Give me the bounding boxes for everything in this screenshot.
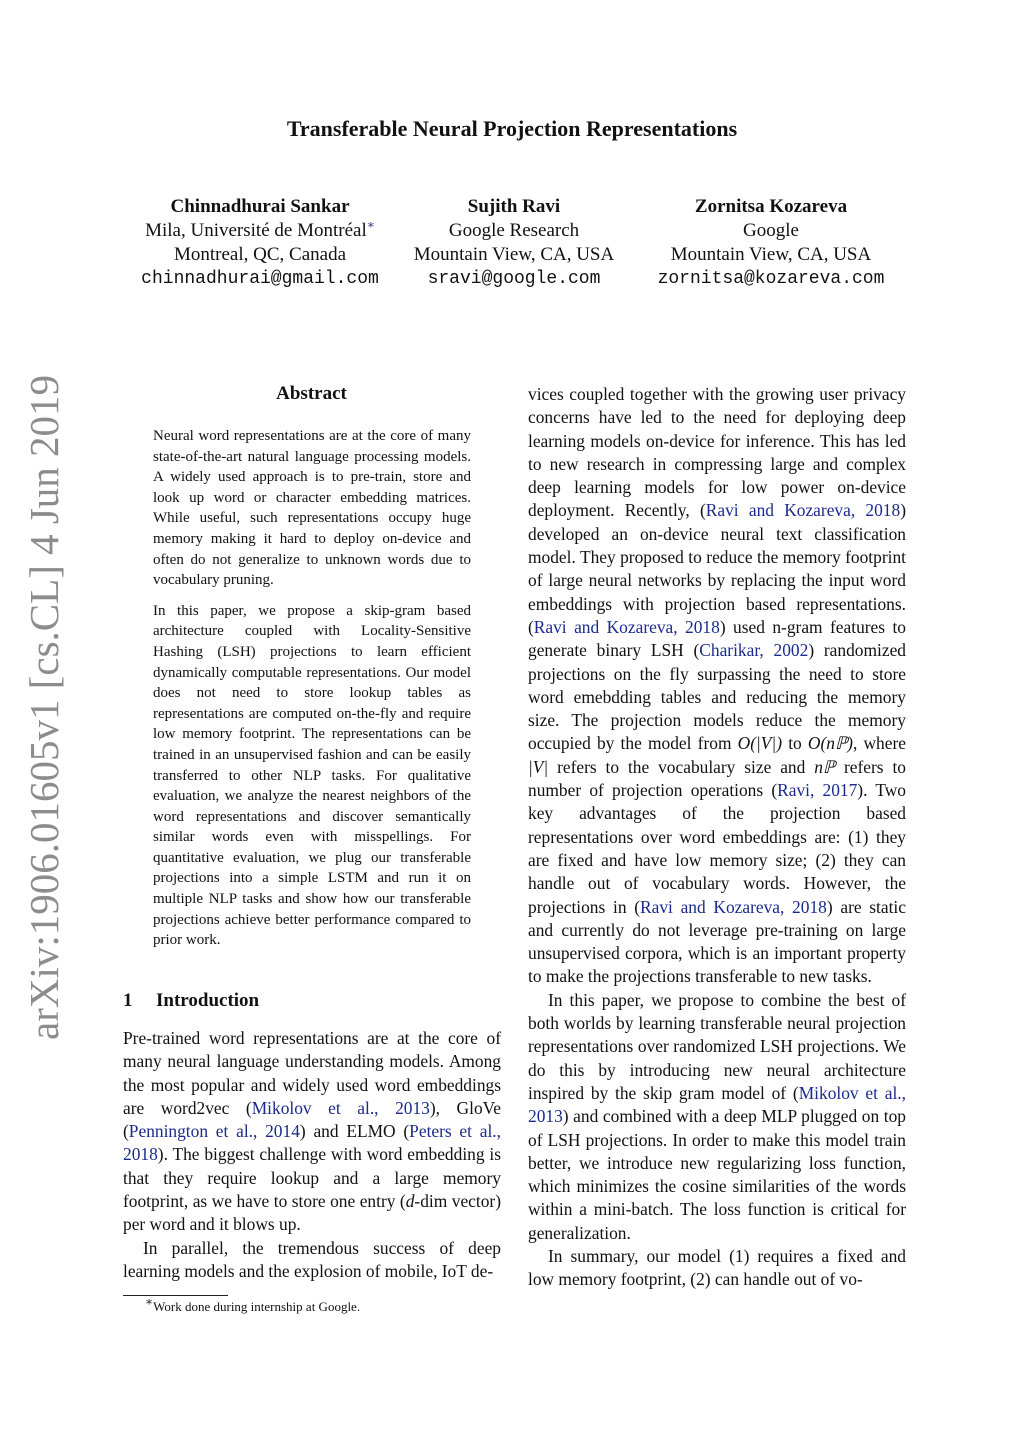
introduction-body — [123, 1027, 501, 1283]
math-expression: nℙ — [814, 756, 836, 777]
affiliation-footnote-mark[interactable]: ∗ — [366, 217, 375, 232]
intro-paragraph-2: In parallel, the tremendous success of deep learning models and the explosion of mobile, IoT de- — [123, 1237, 501, 1281]
arxiv-identifier-stamp: arXiv:1906.01605v1 [cs.CL] 4 Jun 2019 — [21, 374, 67, 1040]
right-column-body — [528, 383, 906, 1292]
section-number: 1 — [123, 990, 133, 1011]
author-block-1 — [120, 195, 400, 291]
author-email: zornitsa@kozareva.com — [657, 269, 885, 289]
footnote-text: Work done during internship at Google. — [153, 1299, 361, 1314]
author-email: sravi@google.com — [427, 269, 601, 289]
right-paragraph-3: In summary, our model (1) requires a fixed and low memory footprint, (2) can handle out of vo- — [528, 1245, 906, 1290]
abstract-paragraph-1: Neural word representations are at the core of many state-of-the-art natural language processing models. A widely used approach is to pre-train, store and look up word or character embedding matrices. While useful, such representations occupy huge memory making it hard to deploy on-device and often do not generalize to unknown words due to vocabulary pruning. — [153, 428, 471, 589]
citation-link[interactable]: Ravi and Kozareva, 2018 — [705, 500, 901, 521]
author-block-2 — [404, 195, 624, 291]
citation-link[interactable]: Pennington et al., 2014 — [128, 1121, 300, 1142]
footnote-divider — [123, 1295, 228, 1296]
intro-paragraph-1: Pre-trained word representations are at the core of many neural language understanding models. Among the most popular and widely used word embeddings are word2vec (Mikolov et al., 2013), GloVe (Pennington et al., 2014) and ELMO (Peters et al., 2018). The biggest challenge with word embedding is that they require lookup and a large memory footprint, as we have to store one entry (d-dim vector) per word and it blows up. — [123, 1028, 502, 1235]
right-paragraph-1: vices coupled together with the growing user privacy concerns have led to the need for deploying deep learning models on-device for inference. This has led to new research in compressing large and complex deep learning models for low power on-device deployment. Recently, (Ravi and Kozareva, 2018) developed an on-device neural text classification model. They proposed to reduce the memory footprint of large neural networks by replacing the input word embeddings with projection based representations. (Ravi and Kozareva, 2018) used n-gram features to generate binary LSH (Charikar, 2002) randomized projections on the fly surpassing the need to store word emebdding tables and reducing the memory size. The projection models reduce the memory occupied by the model from O(|V|) to O(nℙ), where |V| refers to the vocabulary size and nℙ refers to number of projection operations (Ravi, 2017). Two key advantages of the projection based representations over word embeddings are: (1) they are fixed and have low memory size; (2) they can handle out of vocabulary words. However, the projections in (Ravi and Kozareva, 2018) are static and currently do not leverage pre-training on large unsupervised corpora, which is an important property to make the projections transferable to new tasks. — [528, 384, 906, 987]
math-expression: O(|V|) — [737, 733, 782, 754]
footnote — [145, 1294, 361, 1315]
citation-link[interactable]: Peters et al., 2018 — [123, 1121, 501, 1165]
author-affiliation: Google Research — [448, 220, 580, 241]
abstract-paragraph-2: In this paper, we propose a skip-gram based architecture coupled with Locality-Sensitive Hashing (LSH) projections to learn efficient dynamically computable representations. Our model does not need to store lookup tables as representations are computed on-the-fly and require low memory footprint. The representations can be trained in an unsupervised fashion and can be easily transferred to other NLP tasks. For qualitative evaluation, we analyze the nearest neighbors of the word representations and discover semantically similar words even with misspellings. For quantitative evaluation, we plug our transferable projections into a simple LSTM and run it on multiple NLP tasks and show how our transferable projections achieve better performance compared to prior work. — [153, 602, 471, 949]
author-name: Zornitsa Kozareva — [694, 196, 848, 217]
author-affiliation: Mila, Université de Montréal∗ — [145, 217, 375, 241]
author-email: chinnadhurai@gmail.com — [141, 269, 379, 289]
author-location: Montreal, QC, Canada — [173, 244, 346, 265]
citation-link[interactable]: Charikar, 2002 — [699, 640, 809, 661]
paper-title: Transferable Neural Projection Representations — [286, 116, 738, 141]
author-location: Mountain View, CA, USA — [413, 244, 615, 265]
section-title: Introduction — [156, 990, 260, 1011]
section-heading-introduction — [123, 990, 259, 1012]
footnote-mark: ∗ — [145, 1294, 154, 1309]
math-expression: O(nℙ) — [807, 733, 853, 754]
author-name: Sujith Ravi — [467, 196, 561, 217]
abstract-body — [153, 426, 471, 961]
author-location: Mountain View, CA, USA — [670, 244, 872, 265]
math-expression: |V| — [528, 756, 549, 777]
author-name: Chinnadhurai Sankar — [170, 196, 350, 217]
math-variable: d — [405, 1191, 415, 1212]
citation-link[interactable]: Mikolov et al., 2013 — [251, 1097, 430, 1118]
right-paragraph-2: In this paper, we propose to combine the best of both worlds by learning transferable neural projection representations over randomized LSH projections. We do this by introducing new neural architecture inspired by the skip gram model of (Mikolov et al., 2013) and combined with a deep MLP plugged on top of LSH projections. In order to make this model train better, we introduce new regularizing loss function, which minimizes the cosine similarities of the words within a mini-batch. The loss function is critical for generalization. — [528, 989, 906, 1243]
citation-link[interactable]: Ravi and Kozareva, 2018 — [640, 896, 827, 917]
citation-link[interactable]: Ravi, 2017 — [777, 780, 858, 801]
abstract-heading: Abstract — [276, 383, 347, 404]
citation-link[interactable]: Ravi and Kozareva, 2018 — [533, 616, 720, 637]
citation-link[interactable]: Mikolov et al., 2013 — [528, 1082, 906, 1127]
author-affiliation: Google — [743, 220, 799, 241]
author-block-3 — [636, 195, 906, 291]
